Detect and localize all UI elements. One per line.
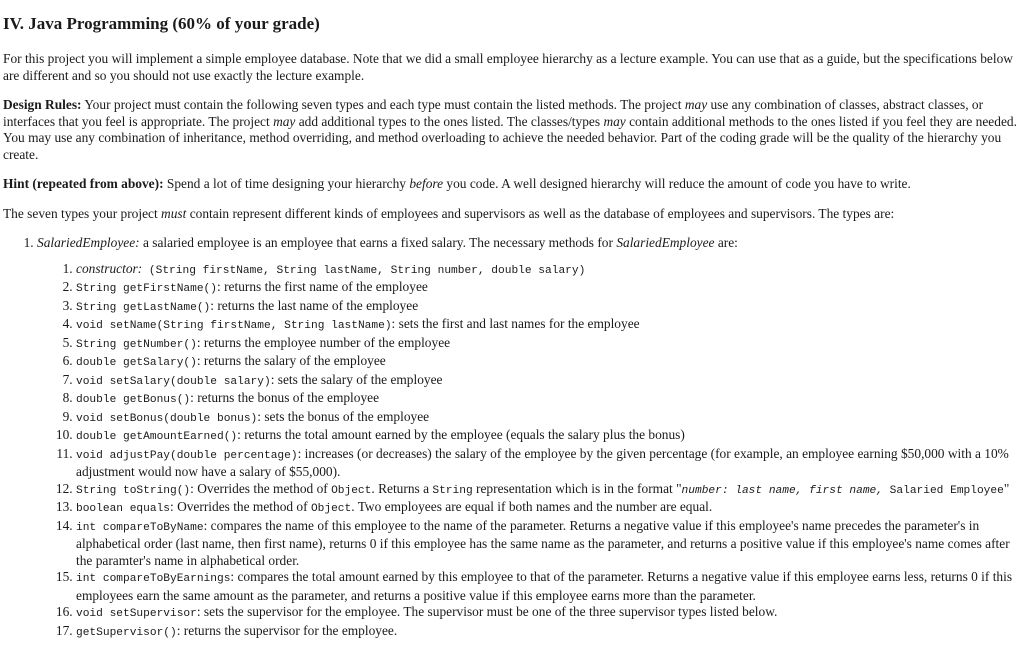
list-item [76, 569, 1020, 604]
hint-paragraph [3, 176, 1020, 193]
hint-text: Spend a lot of time designing your hierarchy [163, 176, 410, 191]
method-desc: : returns the total amount earned by the employee (equals the salary plus the bonus) [237, 427, 685, 442]
method-desc: : sets the first and last names for the employee [391, 316, 640, 331]
list-item [76, 390, 1020, 409]
design-may: may [684, 97, 708, 112]
list-item [76, 604, 1020, 623]
design-rules-paragraph [3, 97, 1020, 163]
method-signature: String getLastName() [76, 301, 211, 314]
list-item [76, 409, 1020, 428]
method-signature: void setSalary(double salary) [76, 375, 271, 388]
design-rules-label: Design Rules: [3, 97, 82, 112]
types-intro-paragraph [3, 206, 1020, 223]
method-signature: double getAmountEarned() [76, 431, 238, 443]
types-list [3, 235, 1020, 641]
list-item [76, 298, 1020, 317]
method-desc: : returns the bonus of the employee [190, 390, 380, 405]
format-token: number: last name, first name, [681, 484, 883, 497]
list-item [76, 481, 1020, 500]
design-text: Your project must contain the following seven types and each type must contain the listed methods. The project [81, 97, 685, 112]
list-item [76, 518, 1020, 570]
method-signature: void setSupervisor [76, 608, 197, 620]
code-token: String [432, 484, 473, 497]
type-name: SalariedEmployee [616, 235, 715, 250]
list-item [76, 335, 1020, 354]
method-desc: : returns the supervisor for the employee. [176, 622, 398, 638]
method-signature: void setName(String firstName, String lastName) [76, 320, 392, 332]
list-item [76, 353, 1020, 372]
list-item [76, 623, 1020, 642]
list-item [76, 446, 1020, 481]
method-desc: " [1003, 480, 1010, 496]
method-signature: (String firstName, String lastName, String number, double salary) [142, 264, 586, 277]
method-label: constructor: [76, 260, 143, 276]
list-item [76, 372, 1020, 391]
hint-before: before [409, 176, 444, 191]
section-title: IV. Java Programming (60% of your grade) [3, 14, 320, 33]
code-token: Object [331, 484, 372, 497]
intro-paragraph: For this project you will implement a simple employee database. Note that we did a small employee hierarchy as a lecture example. You can use that as a guide, but the specifications below are different and so you should not use exactly the lecture example. [3, 51, 1013, 83]
design-may: may [273, 113, 296, 129]
method-signature: double getBonus() [76, 394, 191, 406]
method-desc: : Overrides the method of [170, 499, 311, 514]
method-desc: : returns the employee number of the employee [196, 334, 451, 350]
code-token: Object [310, 503, 352, 515]
method-signature: getSupervisor() [76, 626, 177, 639]
design-text: contain additional methods to the ones listed if you feel they are needed. You may use any combination of inheritance, method overriding, and method overloading to achieve the needed behavior. Part of the coding grade will be the quality of the hierarchy you create. [3, 113, 1017, 162]
method-signature: void adjustPay(double percentage) [76, 449, 298, 462]
method-desc: : sets the bonus of the employee [257, 408, 430, 424]
hint-label: Hint (repeated from above): [3, 176, 164, 191]
methods-list [37, 261, 1020, 642]
method-desc: : sets the salary of the employee [270, 371, 443, 387]
type-name: SalariedEmployee: [37, 235, 140, 250]
design-text: add additional types to the ones listed. The classes/types [295, 113, 604, 129]
design-text: use any combination of classes, abstract classes, or interfaces that you feel is appropriate. The project [3, 97, 984, 129]
list-item [76, 316, 1020, 335]
method-desc: : returns the last name of the employee [210, 297, 419, 313]
types-intro-text: contain represent different kinds of employees and supervisors as well as the database of employees and supervisors. The types are: [186, 205, 895, 221]
method-desc: representation which is in the format " [472, 480, 682, 496]
method-signature: void setBonus(double bonus) [76, 412, 258, 425]
method-signature: int compareToByEarnings [76, 573, 231, 585]
method-desc: : sets the supervisor for the employee. The supervisor must be one of the three supervisor types listed below. [196, 604, 778, 619]
method-signature: boolean equals [76, 503, 170, 515]
code-token: Salaried Employee [882, 484, 1004, 497]
types-intro-text: The seven types your project [3, 205, 162, 221]
method-desc: : compares the name of this employee to the name of the parameter. Returns a negative value if this employee's name precedes the parameter's in alphabetical order (last name, then first name), returns 0 if this employee has the same name as the parameter, and returns a positive value if this employee's name comes after the paramter's name in alphabetical order. [76, 517, 1010, 568]
types-intro-must: must [161, 205, 187, 221]
type-desc: are: [714, 235, 738, 250]
design-may: may [603, 113, 626, 129]
method-desc: : compares the total amount earned by this employee to that of the parameter. Returns a negative value if this employee earns less, returns 0 if this employees earn the same amount as the parameter, and returns a positive value if this employee earns more than the parameter. [76, 569, 1013, 603]
method-signature: String toString() [76, 484, 191, 497]
method-signature: String getFirstName() [76, 283, 217, 295]
method-desc: : returns the salary of the employee [196, 353, 386, 368]
method-desc: : Overrides the method of [190, 480, 332, 496]
list-item [37, 235, 1020, 641]
method-desc: . Returns a [371, 480, 433, 496]
method-signature: double getSalary() [76, 357, 197, 369]
list-item [76, 499, 1020, 518]
method-signature: String getNumber() [76, 338, 197, 351]
list-item [76, 427, 1020, 446]
method-signature: int compareToByName [76, 521, 204, 534]
method-desc: : returns the first name of the employee [217, 279, 428, 294]
list-item [76, 279, 1020, 298]
method-desc: : increases (or decreases) the salary of the employee by the given percentage (for example, an employee earning $50,000 with a 10% adjustment would now have a salary of $55,000). [76, 445, 1009, 479]
method-desc: . Two employees are equal if both names and the number are equal. [351, 499, 713, 514]
list-item [76, 261, 1020, 280]
type-desc: a salaried employee is an employee that earns a fixed salary. The necessary methods for [139, 235, 617, 250]
hint-text: you code. A well designed hierarchy will reduce the amount of code you have to write. [443, 176, 911, 191]
